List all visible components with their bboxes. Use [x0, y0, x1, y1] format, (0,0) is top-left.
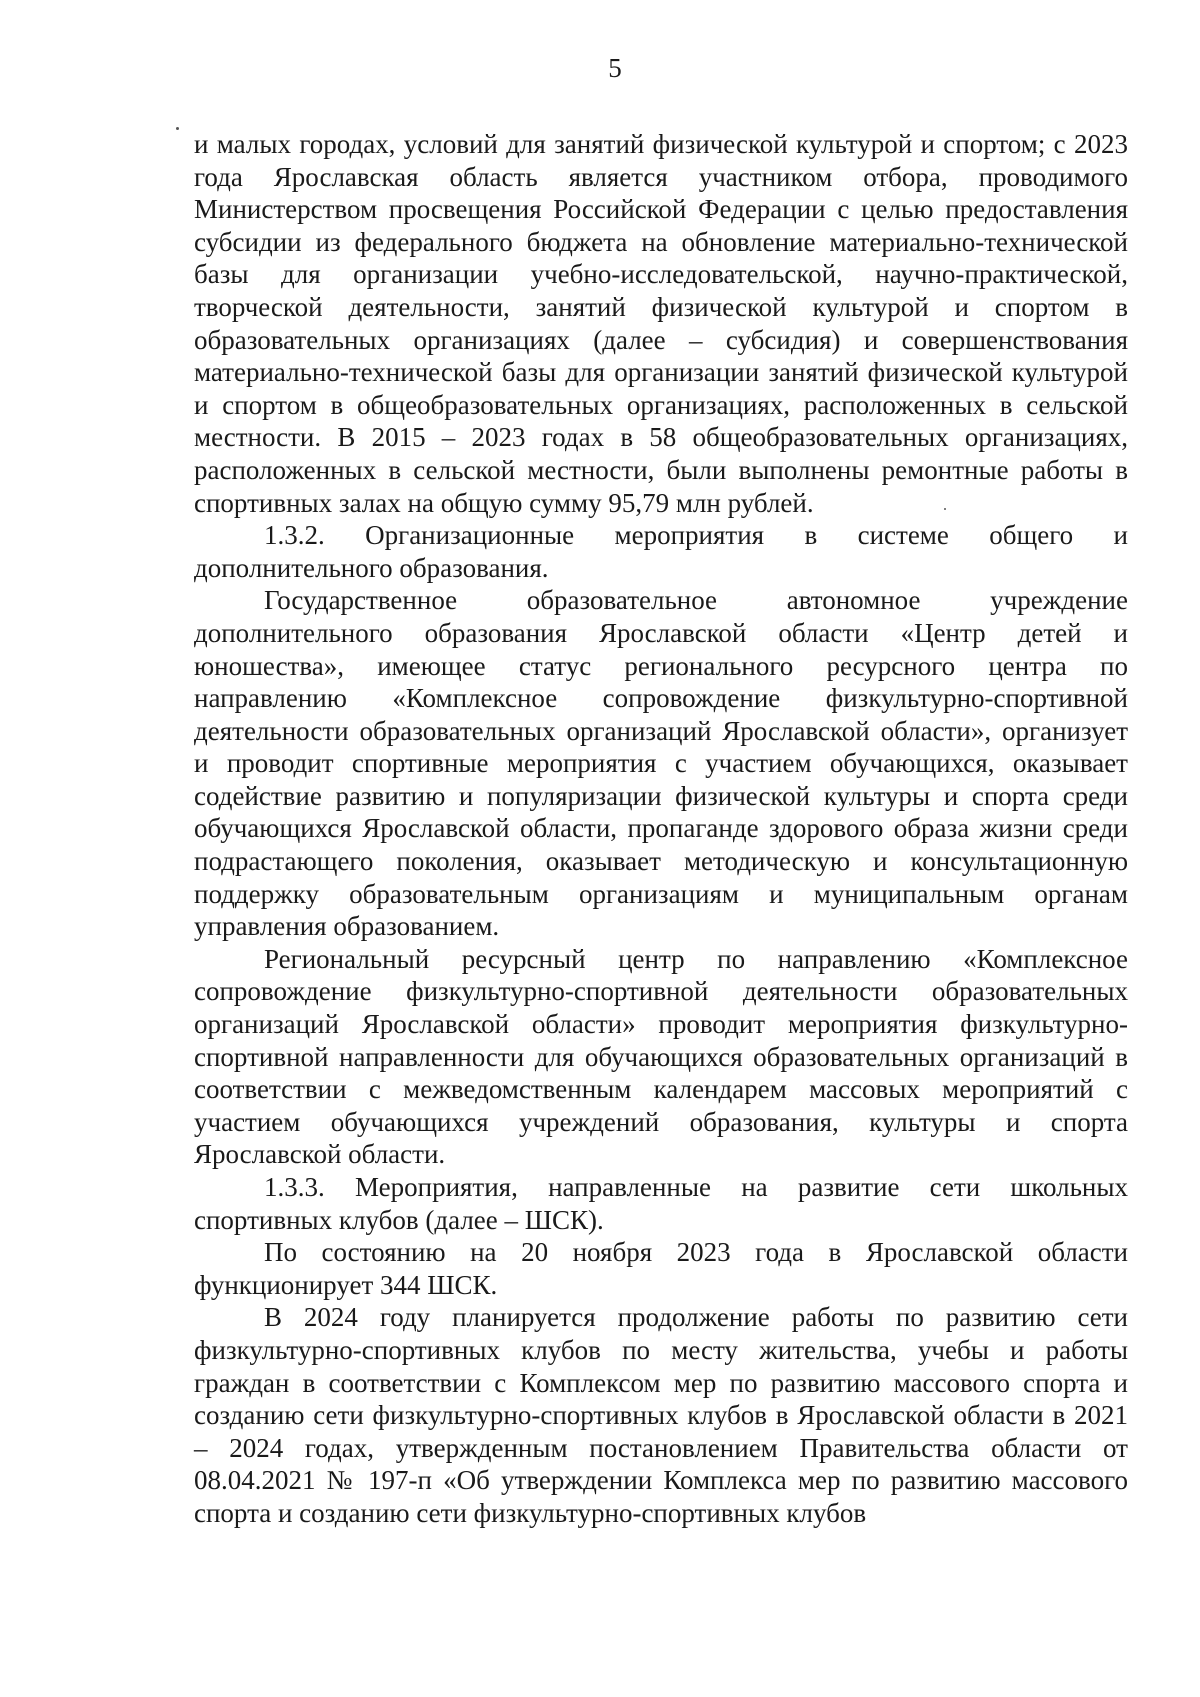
document-body — [194, 128, 1128, 1530]
paragraph-youth-center: Государственное образовательное автономное учреждение дополнительного образования Ярославской области «Центр детей и юношества», имеющее статус регионального ресурсного центра по направлению «Комплексное сопровождение физкультурно-спортивной деятельности образовательных организаций Ярославской области», организует и проводит спортивные мероприятия с участием обучающихся, оказывает содействие развитию и популяризации физической культуры и спорта среди обучающихся Ярославской области, пропаганде здорового образа жизни среди подрастающего поколения, оказывает методическую и консультационную поддержку образовательным организациям и муниципальным органам управления образованием. — [194, 585, 1128, 942]
paragraph-subsidy-continuation: и малых городах, условий для занятий физической культурой и спортом; с 2023 года Ярославская область является участником отбора, проводимого Министерством просвещения Российской Федерации с целью предоставления субсидии из федерального бюджета на обновление материально-технической базы для организации учебно-исследовательской, научно-практической, творческой деятельности, занятий физической культурой и спортом в образовательных организациях (далее – субсидия) и совершенствования материально-технической базы для организации занятий физической культурой и спортом в общеобразовательных организациях, расположенных в сельской местности. В 2015 – 2023 годах в 58 общеобразовательных организациях, расположенных в сельской местности, были выполнены ремонтные работы в спортивных залах на общую сумму 95,79 млн рублей. — [194, 129, 1128, 518]
scan-speck — [176, 127, 179, 130]
paragraph-resource-center: Региональный ресурсный центр по направлению «Комплексное сопровождение физкультурно-спортивной деятельности образовательных организаций Ярославской области» проводит мероприятия физкультурно-спортивной направленности для обучающихся образовательных организаций в соответствии с межведомственным календарем массовых мероприятий с участием обучающихся учреждений образования, культуры и спорта Ярославской области. — [194, 943, 1128, 1170]
page-number: 5 — [608, 53, 622, 83]
section-heading-1-3-3: 1.3.3. Мероприятия, направленные на развитие сети школьных спортивных клубов (далее – ШСК). — [194, 1172, 1128, 1235]
section-heading-1-3-2: 1.3.2. Организационные мероприятия в системе общего и дополнительного образования. — [194, 520, 1128, 583]
paragraph-2024-plans: В 2024 году планируется продолжение работы по развитию сети физкультурно-спортивных клубов по месту жительства, учебы и работы граждан в соответствии с Комплексом мер по развитию массового спорта и созданию сети физкультурно-спортивных клубов в Ярославской области в 2021 – 2024 годах, утвержденным постановлением Правительства области от 08.04.2021 № 197-п «Об утверждении Комплекса мер по развитию массового спорта и созданию сети физкультурно-спортивных клубов — [194, 1302, 1128, 1528]
paragraph-school-clubs-count: По состоянию на 20 ноября 2023 года в Ярославской области функционирует 344 ШСК. — [194, 1237, 1128, 1300]
